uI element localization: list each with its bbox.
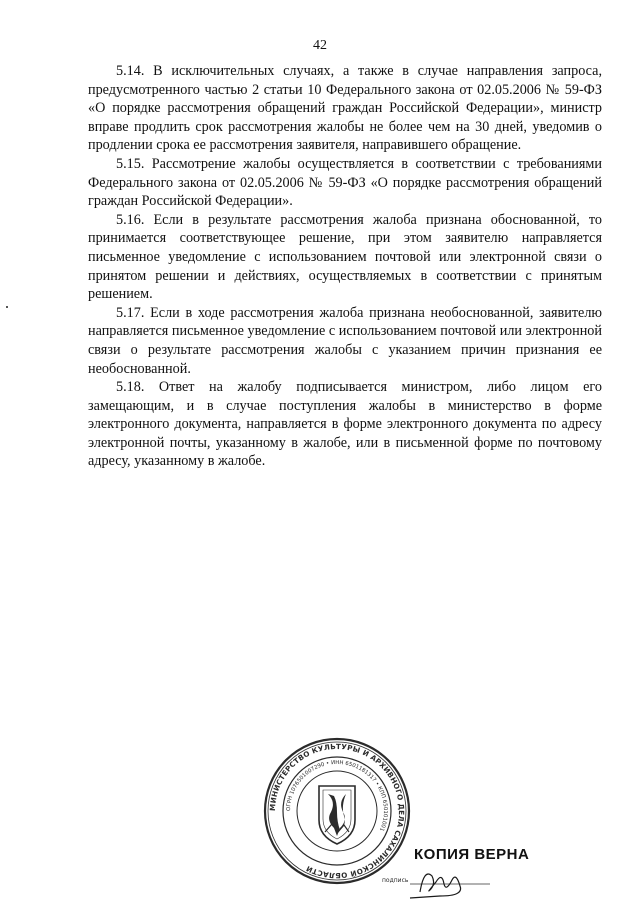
document-body: [88, 62, 602, 471]
paragraph-5-15: 5.15. Рассмотрение жалобы осуществляется в соответствии с требованиями Федерального закона от 02.05.2006 № 59-ФЗ «О порядке рассмотрения обращений граждан Российской Федерации».: [88, 155, 602, 210]
page-number: 42: [313, 38, 327, 53]
paragraph-5-18: 5.18. Ответ на жалобу подписывается министром, либо лицом его замещающим, и в случае поступления жалобы в министерство в форме электронного документа, направляется в форме электронного документа по адресу электронной почты, указанному в жалобе, или в письменной форме по почтовому адресу, указанному в жалобе.: [88, 379, 602, 470]
signature-label: подпись: [382, 877, 409, 884]
signature-area: [380, 862, 530, 902]
seal-codes-text: ОГРН 1076501007290 • ИНН 6501181317 • КПП 650101001: [285, 759, 389, 832]
paragraph-5-17: 5.17. Если в ходе рассмотрения жалоба признана необоснованной, заявителю направляется письменное уведомление с использованием почтовой или электронной связи о результате рассмотрения жалобы с указанием причин признания ее необоснованной.: [88, 304, 602, 377]
paragraph-5-14: 5.14. В исключительных случаях, а также в случае направления запроса, предусмотренного частью 2 статьи 10 Федерального закона от 02.05.2006 № 59-ФЗ «О порядке рассмотрения обращений граждан Российской Федерации», министр вправе продлить срок рассмотрения жалобы не более чем на 30 дней, уведомив о продлении срока ее рассмотрения заявителя, направившего обращение.: [88, 63, 602, 154]
handwritten-signature: [410, 874, 461, 898]
paragraph-5-16: 5.16. Если в результате рассмотрения жалоба признана обоснованной, то принимается соответствующее решение, при этом заявителю направляется письменное уведомление с использованием почтовой или электронной связи о принятом решении и действиях, осуществляемых в соответствии с принятым решением.: [88, 211, 602, 303]
certified-copy-label: КОПИЯ ВЕРНА: [414, 846, 530, 863]
coat-of-arms-icon: [319, 786, 355, 844]
seal-ring-text: МИНИСТЕРСТВО КУЛЬТУРЫ И АРХИВНОГО ДЕЛА САХАЛИНСКОЙ ОБЛАСТИ: [267, 741, 407, 881]
margin-mark: [6, 306, 8, 308]
